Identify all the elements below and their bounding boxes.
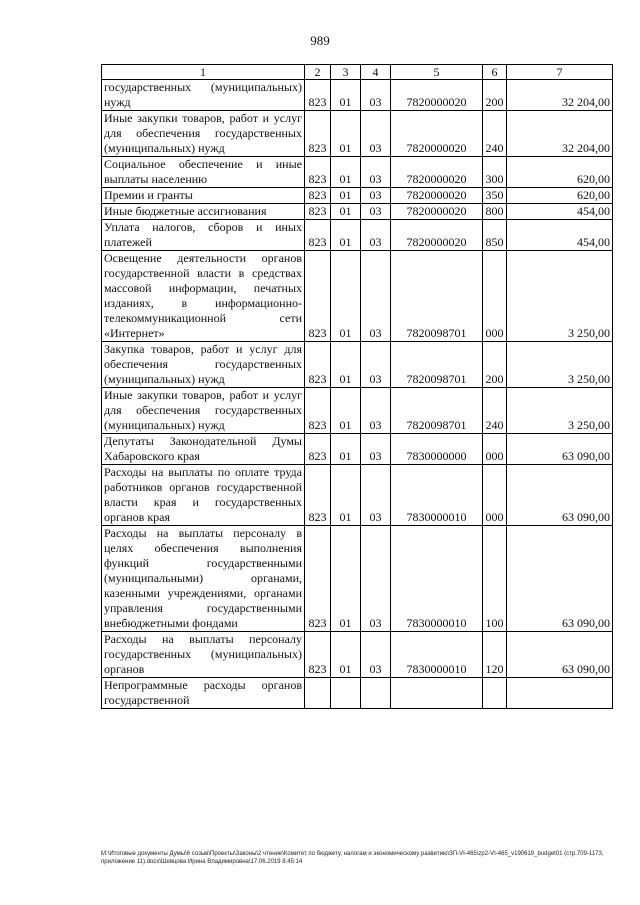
row-subsection-cell: 03 [361,434,391,465]
row-expense-type-cell: 300 [483,157,507,188]
row-name-cell: Иные закупки товаров, работ и услуг для обеспечения государственных (муниципальных) нужд [102,111,305,157]
table-row [102,678,613,709]
row-target-article-cell: 7820000020 [391,157,483,188]
row-subsection-cell: 03 [361,188,391,204]
row-subsection-cell: 03 [361,526,391,632]
row-name-cell: государственных (муниципальных) нужд [102,80,305,111]
row-expense-type-cell: 240 [483,388,507,434]
row-name-cell: Освещение деятельности органов государственной власти в средствах массовой информации, печатных изданиях, в информационно-телекоммуникационной сети «Интернет» [102,251,305,342]
row-name-cell: Социальное обеспечение и иные выплаты населению [102,157,305,188]
row-code-cell: 823 [305,342,331,388]
row-code-cell: 823 [305,388,331,434]
header-cell: 7 [507,65,613,80]
row-amount-cell: 3 250,00 [507,342,613,388]
row-amount-cell: 620,00 [507,188,613,204]
table-row [102,342,613,388]
table-row [102,111,613,157]
row-code-cell: 823 [305,157,331,188]
row-target-article-cell: 7820000020 [391,220,483,251]
header-cell: 1 [102,65,305,80]
row-name-cell: Расходы на выплаты персоналу в целях обеспечения выполнения функций государственными (муниципальными) органами, казенными учреждениями, органами управления государственными внебюджетными фондами [102,526,305,632]
page-number: 989 [310,33,330,48]
row-subsection-cell: 03 [361,251,391,342]
row-section-cell: 01 [331,220,361,251]
table-row [102,157,613,188]
row-name-cell: Премии и гранты [102,188,305,204]
row-subsection-cell: 03 [361,111,391,157]
row-target-article-cell: 7820000020 [391,111,483,157]
row-expense-type-cell: 800 [483,204,507,220]
header-cell: 4 [361,65,391,80]
row-target-article-cell: 7820098701 [391,388,483,434]
row-name-cell: Иные бюджетные ассигнования [102,204,305,220]
row-name-cell: Уплата налогов, сборов и иных платежей [102,220,305,251]
row-code-cell: 823 [305,220,331,251]
table-row [102,526,613,632]
row-target-article-cell: 7830000000 [391,434,483,465]
row-section-cell: 01 [331,632,361,678]
row-amount-cell: 63 090,00 [507,526,613,632]
row-target-article-cell: 7820098701 [391,251,483,342]
header-cell: 6 [483,65,507,80]
row-target-article-cell [391,678,483,709]
table-row [102,434,613,465]
row-amount-cell: 32 204,00 [507,111,613,157]
row-name-cell: Иные закупки товаров, работ и услуг для обеспечения государственных (муниципальных) нужд [102,388,305,434]
row-amount-cell: 63 090,00 [507,632,613,678]
row-name-cell: Расходы на выплаты по оплате труда работников органов государственной власти края и государственных органов края [102,465,305,526]
table-header-row [102,65,613,80]
row-name-cell: Закупка товаров, работ и услуг для обеспечения государственных (муниципальных) нужд [102,342,305,388]
row-name-cell: Непрограммные расходы органов государственной [102,678,305,709]
row-code-cell: 823 [305,632,331,678]
row-name-cell: Расходы на выплаты персоналу государственных (муниципальных) органов [102,632,305,678]
header-cell: 5 [391,65,483,80]
row-section-cell: 01 [331,388,361,434]
row-section-cell: 01 [331,465,361,526]
row-code-cell: 823 [305,80,331,111]
row-subsection-cell: 03 [361,465,391,526]
row-expense-type-cell: 000 [483,251,507,342]
row-section-cell: 01 [331,188,361,204]
row-code-cell: 823 [305,204,331,220]
row-section-cell: 01 [331,204,361,220]
table-row [102,80,613,111]
row-expense-type-cell: 350 [483,188,507,204]
row-subsection-cell: 03 [361,388,391,434]
row-code-cell: 823 [305,251,331,342]
row-subsection-cell: 03 [361,80,391,111]
row-amount-cell: 63 090,00 [507,434,613,465]
row-section-cell: 01 [331,111,361,157]
row-amount-cell: 620,00 [507,157,613,188]
header-cell: 2 [305,65,331,80]
budget-table [101,64,613,709]
row-target-article-cell: 7830000010 [391,632,483,678]
row-expense-type-cell: 240 [483,111,507,157]
table-row [102,204,613,220]
table-row [102,220,613,251]
row-expense-type-cell: 120 [483,632,507,678]
row-section-cell: 01 [331,342,361,388]
table-row [102,632,613,678]
row-target-article-cell: 7830000010 [391,465,483,526]
row-expense-type-cell [483,678,507,709]
row-code-cell: 823 [305,434,331,465]
row-name-cell: Депутаты Законодательной Думы Хабаровского края [102,434,305,465]
row-expense-type-cell: 000 [483,434,507,465]
row-amount-cell: 3 250,00 [507,388,613,434]
table-row [102,388,613,434]
row-amount-cell: 63 090,00 [507,465,613,526]
row-section-cell: 01 [331,157,361,188]
row-amount-cell: 32 204,00 [507,80,613,111]
row-code-cell: 823 [305,111,331,157]
row-expense-type-cell: 850 [483,220,507,251]
table-row [102,188,613,204]
row-subsection-cell: 03 [361,220,391,251]
row-subsection-cell: 03 [361,342,391,388]
row-subsection-cell: 03 [361,632,391,678]
row-expense-type-cell: 000 [483,465,507,526]
row-target-article-cell: 7820000020 [391,80,483,111]
row-section-cell: 01 [331,434,361,465]
table-row [102,465,613,526]
header-cell: 3 [331,65,361,80]
row-section-cell: 01 [331,526,361,632]
row-expense-type-cell: 100 [483,526,507,632]
row-amount-cell: 454,00 [507,204,613,220]
row-amount-cell: 3 250,00 [507,251,613,342]
row-section-cell: 01 [331,80,361,111]
row-amount-cell [507,678,613,709]
row-target-article-cell: 7820098701 [391,342,483,388]
row-expense-type-cell: 200 [483,342,507,388]
row-target-article-cell: 7820000020 [391,188,483,204]
row-expense-type-cell: 200 [483,80,507,111]
row-amount-cell: 454,00 [507,220,613,251]
table-row [102,251,613,342]
row-subsection-cell [361,678,391,709]
row-subsection-cell: 03 [361,157,391,188]
row-section-cell [331,678,361,709]
row-code-cell: 823 [305,465,331,526]
row-subsection-cell: 03 [361,204,391,220]
row-code-cell [305,678,331,709]
row-code-cell: 823 [305,188,331,204]
row-target-article-cell: 7820000020 [391,204,483,220]
row-code-cell: 823 [305,526,331,632]
document-path-footer: M:\Итоговые документы Думы\6 созыв\Проекты\Законы\2 чтение\Комитет по бюджету, налогам и экономическому развитию\ЗП-VI-465\zp2-VI-465_v190619_budget01 (стр.709-1173, приложение 11).docx\Шевцова Ирина Владимировна\17.06.2019 8:45:14 [101,851,604,865]
row-target-article-cell: 7830000010 [391,526,483,632]
row-section-cell: 01 [331,251,361,342]
